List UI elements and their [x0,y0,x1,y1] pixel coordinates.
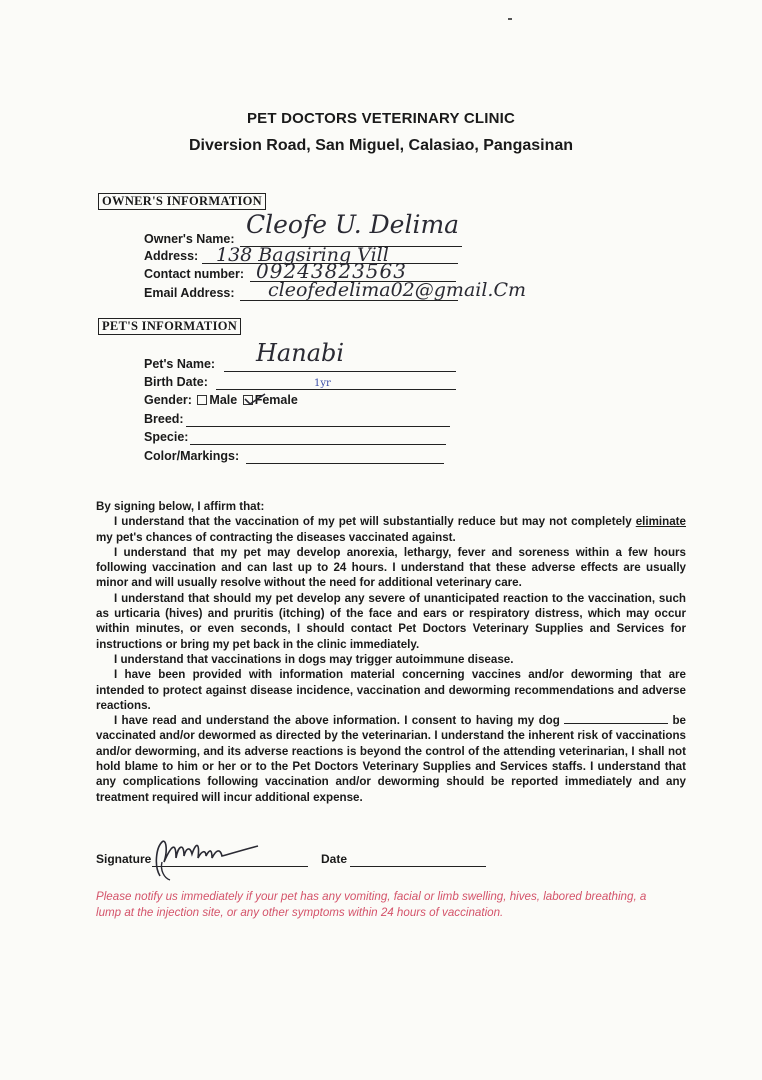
eliminate-word: eliminate [635,515,686,529]
gender-field [144,393,298,407]
scan-speck [508,18,512,20]
clinic-name: PET DOCTORS VETERINARY CLINIC [246,110,516,127]
female-label: Female [254,393,298,407]
male-label: Male [209,393,238,407]
pet-name-value[interactable]: Hanabi [256,339,345,367]
consent-paragraph-4: I understand that vaccinations in dogs may trigger autoimmune disease. [114,652,514,666]
specie-label: Specie: [144,430,189,444]
owner-name-value[interactable]: Cleofe U. Delima [246,210,460,239]
pet-name-line [224,371,456,372]
consent-paragraph-3: I understand that should my pet develop any severe of unanticipated reaction to the vaccination, such as urticaria (hives) and pruritis (itching) of the face and ears or respiratory distress, which may occur within minutes, or even seconds, I should contact Pet Doctors Veterinary Supplies and Services for instructions or bring my pet back in the clinic immediately. [96,591,686,651]
consent-text [96,499,686,805]
breed-line [186,426,450,427]
consent-paragraph-6: I have read and understand the above information. I consent to having my dog be vaccinated and/or dewormed as directed by the veterinarian. I understand the inherent risk of vaccinations and/or deworming, and its adverse reactions is beyond the control of the attending veterinarian, I shall not hold blame to him or her or to the Pet Doctors Veterinary Supplies and Services staffs. I understand that any complications following vaccination and/or deworming should be reported immediately and any treatment required will incur additional expense. [96,714,686,804]
clinic-address: Diversion Road, San Miguel, Calasiao, Pangasinan [188,137,574,154]
pet-section-title: PET'S INFORMATION [98,318,241,335]
color-markings-line [246,463,444,464]
birth-date-label: Birth Date: [144,375,208,389]
breed-label: Breed: [144,412,184,426]
owner-section-title: OWNER'S INFORMATION [98,193,266,210]
female-check-mark-icon [244,393,266,405]
consent-paragraph-1: I understand that the vaccination of my pet will substantially reduce but may not completely eliminate my pet's chances of contracting the diseases vaccinated against. [96,515,686,544]
consent-intro: By signing below, I affirm that: [96,500,265,513]
email-value[interactable]: cleofedelima02@gmail.Cm [268,279,527,301]
color-markings-label: Color/Markings: [144,449,240,463]
gender-label: Gender: [144,393,192,407]
male-checkbox[interactable] [197,395,207,405]
date-line[interactable] [350,866,486,867]
birth-date-line [216,389,456,390]
owner-name-label: Owner's Name: [144,232,235,246]
email-label: Email Address: [144,286,235,300]
contact-value[interactable]: 09243823563 [256,259,407,283]
date-label: Date [321,852,348,866]
dog-name-blank[interactable] [564,713,668,724]
address-label: Address: [144,249,199,263]
signature-label: Signature [96,852,152,866]
post-vaccination-notice: Please notify us immediately if your pet has any vomiting, facial or limb swelling, hives, labored breathing, a lump at the injection site, or any other symptoms within 24 hours of vaccination. [96,890,647,919]
consent-paragraph-2: I understand that my pet may develop anorexia, lethargy, fever and soreness within a few hours following vaccination and can last up to 24 hours. I understand that these adverse effects are usually minor and will usually resolve without the need for additional veterinary care. [96,545,686,590]
contact-label: Contact number: [144,267,244,281]
signature-scrawl-icon[interactable] [150,836,262,882]
specie-line [190,444,446,445]
pet-name-label: Pet's Name: [144,357,216,371]
address-value[interactable]: 138 Bagsiring Vill [216,244,389,266]
consent-paragraph-5: I have been provided with information material concerning vaccines and/or deworming that are intended to protect against disease incidence, vaccination and deworming recommendations and adverse reactions. [96,668,686,712]
birth-date-value[interactable]: 1yr [314,378,331,389]
